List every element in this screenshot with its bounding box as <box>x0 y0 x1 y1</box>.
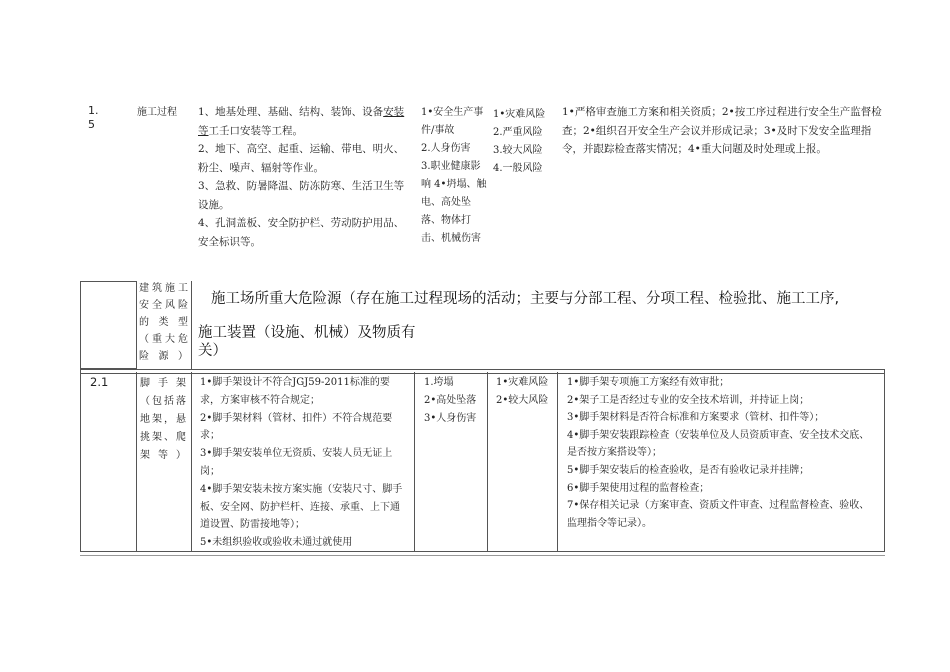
hazard-item: 2•高处坠落 <box>424 395 477 406</box>
table-border <box>80 281 81 369</box>
activity-item: 3•脚手架安装单位无资质、安装人员无证上岗； <box>200 448 393 477</box>
risk-level-item: 1•灾难风险 <box>493 109 546 120</box>
activity-item: 4•脚手架安装未按方案实施（安装尺寸、脚手板、安全网、防护栏杆、连接、承重、上下通道设置、防雷接地等）； <box>200 483 403 531</box>
risk-level-item: 1•灾难风险 <box>496 377 549 388</box>
measure-item: 5•脚手架安装后的检查验收，是否有验收记录并挂牌； <box>567 464 810 476</box>
table-border <box>80 551 885 552</box>
measure-item: 6•脚手架使用过程的监督检查； <box>567 482 710 494</box>
table-border <box>136 281 137 369</box>
activity-item: 2•脚手架材料（管材、扣件）不符合规范要求； <box>200 412 393 442</box>
table-border <box>191 372 192 552</box>
measure-item: 7•保存相关记录（方案审查、资质文件审查、过程监督检查、验收、监理指令等记录）。 <box>567 500 870 529</box>
measure-item: 3•脚手架材料是否符合标准和方案要求（管材、扣件等）； <box>567 412 825 424</box>
risk-type-header: 建筑施工安全风险的类型（重大危险源） <box>139 283 188 362</box>
major-hazard-title-end: 关） <box>198 343 227 359</box>
risk-level-item: 3.较大风险 <box>493 145 543 156</box>
activity-item: 5•未组织验收或验收未通过就使用 <box>200 537 353 549</box>
table-border <box>191 281 192 369</box>
measure-item: 2•架子工是否经过专业的安全技术培训，并持证上岗； <box>567 394 810 406</box>
risk-level-item: 2•较大风险 <box>496 395 549 406</box>
risk-level-item: 2.严重风险 <box>493 127 543 138</box>
major-hazard-title: 施工场所重大危险源（存在施工过程现场的活动；主要与分部工程、分项工程、检验批、施工工序, <box>211 291 840 307</box>
table-border <box>557 372 558 552</box>
hazard-item: 1.垮塌 <box>424 377 454 388</box>
activity-list <box>200 374 408 551</box>
risk-level-list <box>496 374 556 410</box>
activity-item: 2、地下、高空、起重、运输、带电、明火、粉尘、噪声、辐射等作业。 <box>198 143 405 174</box>
measure-item: 4•脚手架安装跟踪检查（安装单位及人员资质审查、安全技术交底、是否按方案搭设等）； <box>567 429 870 459</box>
risk-level-item: 4.一般风险 <box>493 163 543 174</box>
major-hazard-title-cont: 施工装置（设施、机械）及物质有 <box>198 325 416 341</box>
table-border <box>487 372 488 552</box>
activity-item: 3、急救、防暑降温、防冻防寒、生活卫生等设施。 <box>198 180 405 211</box>
table-border <box>414 372 415 552</box>
risk-type-cell: 脚手架（包括落地架，悬挑架、爬架等） <box>140 378 186 461</box>
hazard-list <box>424 374 484 428</box>
activity-list <box>198 103 413 251</box>
risk-type-cell: 施工过程 <box>137 107 177 118</box>
row-number: 1. 5 <box>88 104 99 131</box>
activity-item: 1、地基处理、基础、结构、装饰、设备安装等工壬口安装等工程。 <box>198 106 405 137</box>
hazard-consequence-cell: 1•安全生产事件/事故 2.人身伤害 3.职业健康影响 4•坍塌、触电、高处坠落、物体打击、机械伤害 <box>421 107 487 244</box>
activity-item: 1•脚手架设计不符合JGJ59-2011标准的要求，方案审核不符合规定； <box>200 377 390 406</box>
table-border <box>884 369 885 552</box>
risk-level-list <box>493 106 553 178</box>
row-number: 2.1 <box>90 375 109 389</box>
measure-item: 1•脚手架专项施工方案经有效审批； <box>567 377 730 388</box>
table-border <box>80 555 885 556</box>
control-measures-list <box>567 374 877 532</box>
hazard-item: 3•人身伤害 <box>424 413 477 424</box>
table-border <box>136 372 137 552</box>
table-border <box>80 281 136 282</box>
table-border <box>80 369 81 552</box>
activity-item: 4、孔洞盖板、安全防护栏、劳动防护用品、安全标识等。 <box>198 217 405 248</box>
control-measures-cell: 1•严格审查施工方案和相关资质；2•按工序过程进行安全生产监督检查；2•组织召开安全生产会议并形成记录；3•及时下发安全监理指令，并跟踪检查落实情况；4•重大问题及时处理或上报。 <box>562 106 882 155</box>
